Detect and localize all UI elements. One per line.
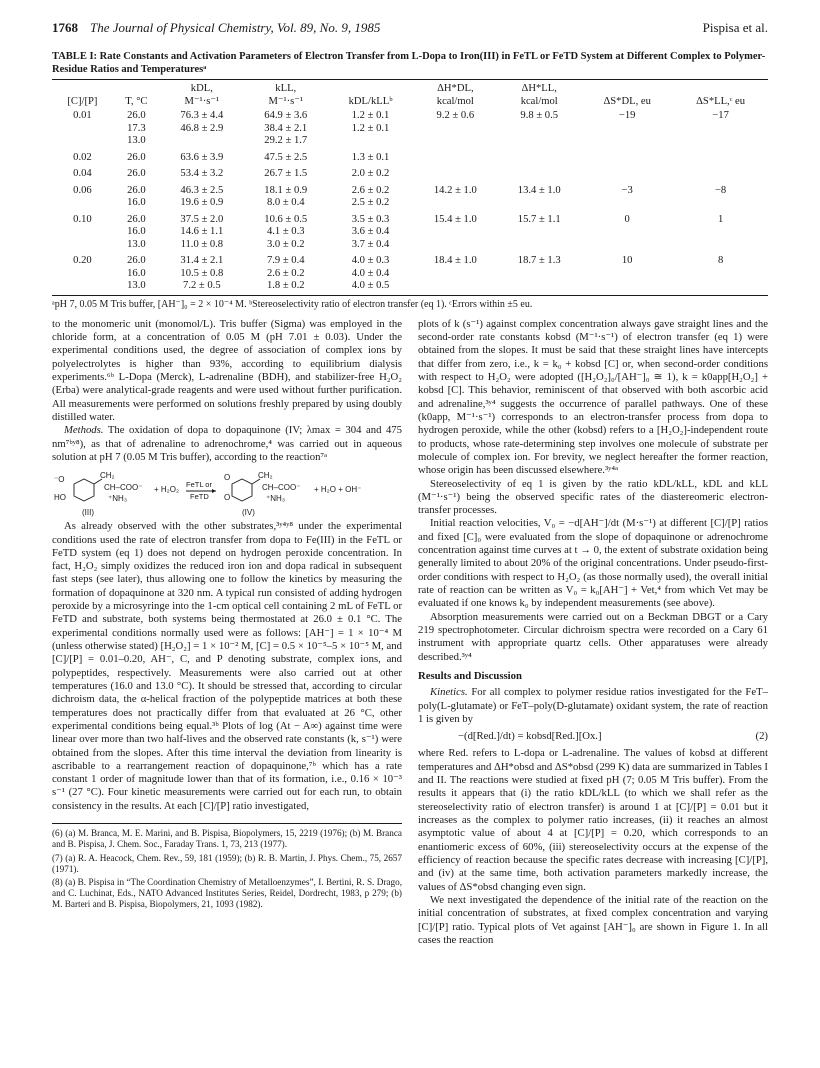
table-cell: 4.0 ± 0.5 [328, 280, 414, 295]
table-row [52, 280, 768, 295]
plus-h2o2: + H₂O₂ [154, 485, 180, 495]
table-cell: 47.5 ± 2.5 [264, 151, 308, 163]
page [52, 20, 768, 947]
table-cell [673, 226, 768, 239]
table-cell [673, 148, 768, 165]
table-cell: 4.0 ± 0.3 [351, 255, 390, 267]
table-row [52, 123, 768, 136]
table-cell: 26.0 [127, 184, 146, 196]
table-cell: 18.1 ± 0.9 [264, 184, 308, 196]
left-paragraph-3: As already observed with the other substrates,³ʸ⁴ʸ⁸ under the experimental conditions used the rate of electron transfer from dopa to Fe(III) in the FeTL or FeTD system (eq 1) does not depend on hydrogen peroxide concentration. In fact, H₂O₂ simply oxidizes the reduced iron ion and dopa radical in subsequent fast steps (see later), thus allowing one to follow the kinetics by measuring the formation of dopaquinone at 320 nm. A typical run consisted of adding hydrogen peroxide by a microsyringe into the 1-cm optical cell containing 2 mL of FeTL or FeTD and substrate, both systems being thermostated at 26.0 ± 0.1 °C. The experimental conditions normally used were as follows: [AH⁻] = 1 × 10⁻⁴ M (unless otherwise stated) [H₂O₂] = 1 × 10⁻² M, [C] = 0.5 × 10⁻⁵–5 × 10⁻⁵ M, and [C]/[P] = 0.01–0.20, AH⁻, C, and P denoting substrate, complex ions, and polypeptides, respectively. Measurements were also carried out at other temperatures (16.0 and 13.0 °C). It should be stressed that, according to circular dichroism data, the α-helical fraction of the polypeptide matrices at both these temperatures does not practically differ from that evaluated at 26 °C, other experimental conditions being equal.³ᵇ Plots of log (At − A∞) against time were linear over more than two half-lives and the observed rate constants (k, s⁻¹) were obtained from the slopes. After this time interval the deviation from linearity is ascribable to a rearrangement reaction of dopaquinone,⁷ᵇ which has a rate constant 1 order of magnitude lower than that of its formation, i.e., 0.16 × 10⁻³ s⁻¹ (27 °C). Four kinetic measurements were carried out for each run, to obtain consistency in the results. At each [C]/[P] ratio investigated, [52, 520, 402, 812]
running-head [52, 20, 768, 36]
reaction-scheme [52, 470, 402, 518]
methods-text: The oxidation of dopa to dopaquinone (IV; λmax = 304 and 475 nm⁷ᵇʸ⁸), as that of adrenaline to adrenochrome,⁴ was carried out in aqueous solution at pH 7 (0.05 M Tris buffer), according to the reaction⁷ᵃ [52, 424, 402, 463]
table-cell [52, 226, 113, 239]
table-cell [581, 239, 673, 252]
methods-paragraph [52, 424, 402, 464]
table-cell [497, 239, 581, 252]
table-cell: 31.4 ± 2.1 [180, 255, 224, 267]
product-o-bottom: O [224, 493, 231, 503]
table-cell: 17.3 [127, 122, 146, 134]
table-cell [581, 135, 673, 148]
table-cell: 16.0 [127, 226, 146, 238]
rate-constants-table [52, 79, 768, 296]
table-header-cell: ΔS*DL, eu [581, 80, 673, 111]
table-cell: 1 [717, 213, 724, 225]
product-ch-label: CH–COO⁻ [262, 483, 301, 493]
table-cell: 46.8 ± 2.9 [180, 122, 224, 134]
table-cell: 4.0 ± 0.4 [351, 267, 390, 279]
table-cell: 3.0 ± 0.2 [266, 238, 305, 250]
section-heading: Results and Discussion [418, 669, 522, 682]
table-cell: 76.3 ± 4.4 [180, 110, 224, 122]
table-cell: 7.2 ± 0.5 [160, 280, 244, 295]
table-cell: 46.3 ± 2.5 [180, 184, 224, 196]
table-cell [497, 226, 581, 239]
table-header-cell: [C]/[P] [52, 80, 113, 111]
equation-number: (2) [755, 730, 768, 743]
table-row [52, 210, 768, 227]
table-cell: 64.9 ± 3.6 [264, 110, 308, 122]
table-row [52, 164, 768, 181]
table-cell [497, 280, 581, 295]
table-cell [413, 268, 497, 281]
table-cell: 7.9 ± 0.4 [266, 255, 305, 267]
table-cell [581, 148, 673, 165]
table-row [52, 197, 768, 210]
footnotes [52, 823, 402, 911]
table-cell: 1.8 ± 0.2 [244, 280, 328, 295]
table-cell: 26.0 [127, 255, 146, 267]
table-cell [581, 164, 673, 181]
product-ch2-label: CH₂ [258, 471, 273, 481]
table-header-cell: kDL, M⁻¹·s⁻¹ [160, 80, 244, 111]
footnote-6: (6) (a) M. Branca, M. E. Marini, and B. Pispisa, Biopolymers, 15, 2219 (1976); (b) M. Branca and B. Pispisa, J. Chem. Soc., Faraday Trans. 1, 73, 213 (1977). [52, 828, 402, 850]
table-row [52, 181, 768, 198]
table-cell [52, 123, 113, 136]
reactant-nh3-label: ⁺NH₃ [108, 494, 128, 504]
right-paragraph-6: where Red. refers to L-dopa or L-adrenaline. The values of kobsd at different temperatures and ΔH*obsd and ΔS*obsd (299 K) data are summarized in Tables I and II. The reactions were studied at fixed pH (7; 0.05 M Tris buffer). From the results it appears that (i) the ratio kDL/kLL (to which we shall refer as the stereoselectivity ratio of electron transfer) is around 1 at [C]/[P] = 0.01 but it increases as the complex to polymer ratio increases, (ii) it reaches an almost asymptotic value of about 4 at [C]/[P] = 0.20, which corresponds to an enantiomeric excess of 60%, (iii) stereoselectivity occurs at the expense of the efficiency of reaction because the specific rates decrease with increasing [C]/[P], and (iv) at the same time, both activation parameters markedly increase, the values of ΔS*obsd changing even sign. [418, 747, 768, 893]
left-paragraph-1: to the monomeric unit (monomol/L). Tris buffer (Sigma) was employed in the chloride form, at a concentration of 0.05 M (pH 7.01 ± 0.03). Under the experimental conditions used, the degree of association of complex ions by polyelectrolytes is higher than 93%, according to equilibrium dialysis experiments.⁶ᵇ L-Dopa (Merck), L-adrenaline (BDH), and stabilizer-free H₂O₂ (Erba) were analytical-grade reagents and were used without further purification. All measurements were performed on solutions freshly prepared by using doubly distilled water. [52, 317, 402, 423]
compound-label-iv: (IV) [242, 508, 255, 518]
arrow-label-bottom: FeTD [190, 492, 209, 502]
table-cell: 1.3 ± 0.1 [351, 151, 390, 163]
table-cell [160, 135, 244, 148]
table-cell: 8.0 ± 0.4 [266, 197, 305, 209]
table-cell: −8 [714, 184, 727, 196]
product-nh3-label: ⁺NH₃ [266, 494, 286, 504]
table-cell [673, 164, 768, 181]
reactant-ox-label: ⁻O [54, 475, 65, 485]
table-cell: 0 [624, 213, 630, 225]
table-cell [497, 135, 581, 148]
kinetics-text: For all complex to polymer residue ratios investigated for the FeT–poly(L-glutamate) or FeT–poly(D-glutamate) oxidant system, the rate of reaction 1 is given by [418, 686, 768, 725]
table-row [52, 268, 768, 281]
table-cell: 8 [717, 255, 724, 267]
right-paragraph-3: Initial reaction velocities, V₀ = −d[AH⁻]/dt (M·s⁻¹) at different [C]/[P] ratios and fixed [C]₀ were evaluated from the slope of dopaquinone or adrenochrome concentration against time curves at t → 0, the extent of substrate oxidation being generally limited to about 20% of the original concentrations. Under pseudo-first-order conditions with respect to H₂O₂ (as those normally used), the overall initial rate of reaction can be written as V₀ = k₀[AH⁻] + Vet,⁴ from which Vet may be evaluated if one knows k₀ by independent measurements (see above). [418, 517, 768, 610]
table-cell [673, 268, 768, 281]
table-cell [497, 197, 581, 210]
table-cell: 2.6 ± 0.2 [266, 267, 305, 279]
table-row [52, 239, 768, 252]
kinetics-paragraph [418, 686, 768, 726]
right-paragraph-1: plots of k (s⁻¹) against complex concentration always gave straight lines and the second-order rate constants kobsd (M⁻¹·s⁻¹) of electron transfer (eq 1) were obtained from the slopes. It must be said that these straight lines have intercepts that differ from zero, i.e., k = k₀ + kobsd [C] or, when second-order conditions with respect to H₂O₂ were adopted ([H₂O₂]₀/[AH⁻]₀ ≅ 1), k = k0app[H₂O₂] + kobsd [C]. This behavior, reminiscent of that observed with both ascorbic acid and adrenaline,³ʸ⁴ suggests the occurrence of parallel pathways. One of these (k0app, M⁻¹·s⁻¹) corresponds to an electron-transfer process from dopa to hydrogen peroxide, while the other (kobsd) refers to a [H₂O₂]-independent route to products, whose rate-determining step involves one molecule of substrate per molecule of complex ion. For brevity, we neglect hereafter the former reaction, whose origin has been discussed elsewhere.³ʸ⁴ᵃ [418, 317, 768, 477]
table-cell [581, 226, 673, 239]
table-cell: 14.2 ± 1.0 [433, 184, 477, 196]
table-cell [52, 280, 113, 295]
table-cell: 0.20 [73, 255, 92, 267]
right-column [418, 318, 768, 947]
table-cell: −3 [621, 184, 633, 196]
table-cell: 37.5 ± 2.0 [180, 213, 224, 225]
table-cell [673, 239, 768, 252]
right-paragraph-7: We next investigated the dependence of the initial rate of the reaction on the initial concentration of substrates, at fixed complex concentration and varying [C]/[P] ratio. Typical plots of Vet against [AH⁻]₀ are shown in Figure 1. In all cases the reaction [418, 893, 768, 946]
right-paragraph-4: Absorption measurements were carried out on a Beckman DBGT or a Cary 219 spectrophotometer. Circular dichroism spectra were recorded on a Cary 61 instrument with appropriate quartz cells. Other apparatuses were already described.³ʸ⁴ [418, 610, 768, 663]
table-cell: −17 [712, 110, 729, 122]
table-cell: 1.2 ± 0.1 [351, 122, 390, 134]
table-caption: TABLE I: Rate Constants and Activation Parameters of Electron Transfer from L-Dopa to Iron(III) in FeTL or FeTD System at Different Complex to Polymer-Residue Ratios and Temperaturesᵃ [52, 51, 766, 76]
table-cell [52, 135, 113, 148]
table-cell [581, 268, 673, 281]
table-header-cell: T, °C [113, 80, 160, 111]
table-cell [413, 197, 497, 210]
table-cell [328, 135, 414, 148]
table-cell: 15.4 ± 1.0 [433, 213, 477, 225]
right-paragraph-2: Stereoselectivity of eq 1 is given by the ratio kDL/kLL, kDL and kLL (M⁻¹·s⁻¹) being the observed specific rates of the diastereomeric electron-transfer processes. [418, 477, 768, 517]
table-row [52, 251, 768, 268]
table-cell [581, 123, 673, 136]
table-cell: 26.7 ± 1.5 [264, 168, 308, 180]
table-cell: 9.8 ± 0.5 [520, 110, 559, 122]
reactant-ch2-label: CH₂ [100, 471, 115, 481]
equation-body: −(d[Red.]/dt) = kobsd[Red.][Ox.] [458, 730, 602, 743]
table-cell: 26.0 [127, 213, 146, 225]
table-header-cell: kDL/kLLᵇ [328, 80, 414, 111]
table-cell [52, 268, 113, 281]
table-cell: 1.2 ± 0.1 [351, 110, 390, 122]
table-cell: 10 [621, 255, 633, 267]
kinetics-label: Kinetics. [430, 686, 468, 699]
table-cell [413, 135, 497, 148]
authors: Pispisa et al. [702, 20, 768, 35]
table-cell: 13.0 [127, 135, 146, 147]
table-cell [673, 123, 768, 136]
footnote-7: (7) (a) R. A. Heacock, Chem. Rev., 59, 181 (1959); (b) R. B. Martin, J. Phys. Chem., 75, 2657 (1971). [52, 852, 402, 874]
table-cell: 13.0 [113, 280, 160, 295]
reactant-ch-label: CH–COO⁻ [104, 483, 143, 493]
table-cell: 0.06 [73, 184, 92, 196]
left-column [52, 318, 402, 947]
table-cell [413, 164, 497, 181]
two-column-body [52, 318, 768, 947]
table-cell: 38.4 ± 2.1 [264, 122, 308, 134]
table-cell [52, 197, 113, 210]
table-cell: 19.6 ± 0.9 [180, 197, 224, 209]
table-row [52, 110, 768, 123]
table-cell: −19 [618, 110, 636, 122]
table-cell: 16.0 [127, 197, 146, 209]
table-cell: 2.6 ± 0.2 [351, 184, 390, 196]
table-cell [497, 164, 581, 181]
arrow-label-top: FeTL or [186, 480, 212, 490]
table-header-cell: ΔS*LL,ᶜ eu [673, 80, 768, 111]
table-footnote: ᵃpH 7, 0.05 M Tris buffer, [AH⁻]₀ = 2 × 10⁻⁴ M. ᵇStereoselectivity ratio of electron transfer (eq 1). ᶜErrors within ±5 eu. [52, 298, 533, 310]
table-cell [413, 280, 497, 295]
table-cell: 10.5 ± 0.8 [180, 267, 224, 279]
table-cell [673, 135, 768, 148]
table-cell: 9.2 ± 0.6 [436, 110, 475, 122]
table-cell [413, 148, 497, 165]
reactant-ho-label: HO [54, 493, 66, 503]
table-cell [497, 123, 581, 136]
table-cell: 0.10 [73, 213, 92, 225]
table-cell: 15.7 ± 1.1 [517, 213, 561, 225]
table-cell: 29.2 ± 1.7 [264, 135, 308, 147]
table-cell [581, 197, 673, 210]
plus-products: + H₂O + OH⁻ [314, 485, 362, 495]
table-cell [673, 197, 768, 210]
table-header-cell: ΔH*LL, kcal/mol [497, 80, 581, 111]
table-cell: 18.7 ± 1.3 [517, 255, 561, 267]
table-cell [413, 239, 497, 252]
table-cell: 18.4 ± 1.0 [433, 255, 477, 267]
table-cell [497, 148, 581, 165]
table-body [52, 110, 768, 295]
table-cell: 0.04 [73, 168, 92, 180]
table-cell: 0.01 [73, 110, 92, 122]
table-header-cell: kLL, M⁻¹·s⁻¹ [244, 80, 328, 111]
table-cell: 10.6 ± 0.5 [264, 213, 308, 225]
table-cell: 53.4 ± 3.2 [180, 168, 224, 180]
table-cell: 0.02 [73, 151, 92, 163]
table-cell: 3.6 ± 0.4 [351, 226, 390, 238]
table-cell: 11.0 ± 0.8 [180, 238, 224, 250]
table-row [52, 135, 768, 148]
compound-label-iii: (III) [82, 508, 94, 518]
table-cell: 3.5 ± 0.3 [351, 213, 390, 225]
journal-citation: The Journal of Physical Chemistry, Vol. 89, No. 9, 1985 [90, 20, 381, 35]
page-number: 1768 [52, 20, 78, 35]
table-cell [581, 280, 673, 295]
table-cell [497, 268, 581, 281]
table-cell: 26.0 [127, 151, 146, 163]
table-cell: 13.0 [127, 238, 146, 250]
equation-2 [418, 730, 768, 743]
table-cell [673, 280, 768, 295]
table-header-row [52, 80, 768, 111]
table-cell [52, 239, 113, 252]
table-row [52, 148, 768, 165]
table-cell: 4.1 ± 0.3 [266, 226, 305, 238]
methods-label: Methods. [64, 424, 104, 437]
footnote-8: (8) (a) B. Pispisa in “The Coordination Chemistry of Metalloenzymes”, I. Bertini, R. S. Drago, and C. Luchinat, Eds., NATO Advanced Institutes Series, Reidel, Dordrecht, 1983, p 279; (b) M. Barteri and B. Pispisa, Biopolymers, 21, 1093 (1982). [52, 876, 402, 910]
table-header-cell: ΔH*DL, kcal/mol [413, 80, 497, 111]
table-cell: 63.6 ± 3.9 [180, 151, 224, 163]
table-cell: 26.0 [127, 168, 146, 180]
table-cell [413, 123, 497, 136]
table-row [52, 226, 768, 239]
table-cell [413, 226, 497, 239]
table-cell: 2.0 ± 0.2 [351, 168, 390, 180]
table-cell: 26.0 [127, 110, 146, 122]
table-cell: 16.0 [127, 267, 146, 279]
table-cell: 2.5 ± 0.2 [351, 197, 390, 209]
table-cell: 13.4 ± 1.0 [517, 184, 561, 196]
table-cell: 14.6 ± 1.1 [180, 226, 224, 238]
reaction-scheme-drawing [52, 470, 402, 518]
product-o-top: O [224, 473, 231, 483]
table-cell: 3.7 ± 0.4 [351, 238, 390, 250]
